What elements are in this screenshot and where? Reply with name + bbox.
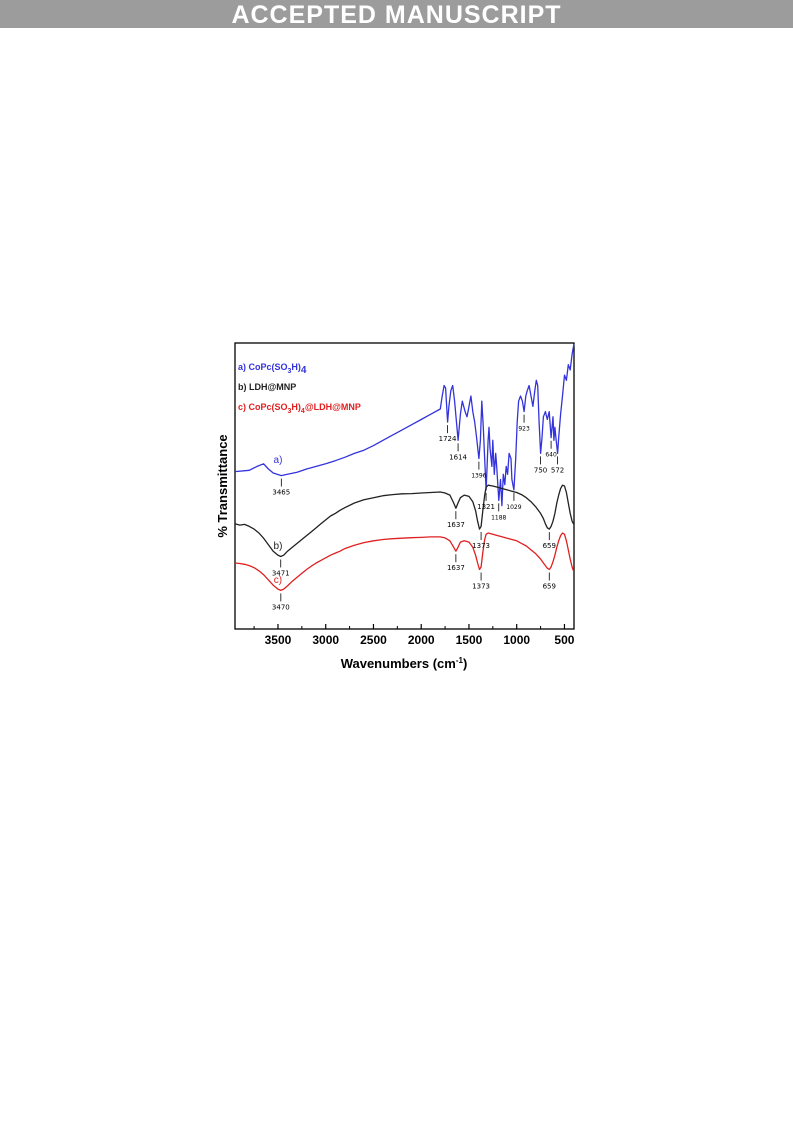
x-tick-label-2500: 2500 [360,633,387,647]
peak-label-a-923: 923 [518,425,530,433]
peak-label-c-1373: 1373 [472,582,490,591]
peak-label-a-1396: 1396 [471,472,487,480]
banner-text: ACCEPTED MANUSCRIPT [231,1,562,29]
series-tag-b: b) [273,541,283,553]
legend [238,362,361,415]
peak-label-b-1637: 1637 [446,521,465,530]
legend-entry-1: b) LDH@MNP [238,382,297,392]
peak-label-b-3471: 3471 [271,569,290,578]
legend-entry-0: a) $CoPc(SO_3H)4$ [238,362,307,376]
accepted-manuscript-banner [0,0,793,28]
series-line-c [235,533,574,590]
peak-label-a-750: 750 [533,466,548,475]
peak-label-a-1321: 1321 [477,502,495,511]
peak-label-a-1724: 1724 [438,435,457,444]
x-axis-label-sup: -1 [455,656,463,665]
x-tick-label-500: 500 [554,633,575,647]
x-axis-label-end: ) [462,656,468,671]
legend-entry-2: c) $CoPc(SO_3H)_4@LDH@MNP$ [238,402,361,415]
series-layer [235,344,574,591]
series-tag-a: a) [273,455,283,467]
peak-label-a-1029: 1029 [506,503,522,511]
peak-labels-layer [272,415,564,612]
chart-svg [213,340,583,675]
x-tick-label-3500: 3500 [264,633,292,647]
x-tick-label-1500: 1500 [455,633,483,647]
peak-label-a-640: 640 [545,451,557,459]
x-axis-label-main: Wavenumbers (cm [340,656,456,671]
peak-label-b-1373: 1373 [472,542,490,551]
peak-label-c-659: 659 [542,582,556,591]
series-tag-c: c) [273,575,283,587]
peak-label-a-3465: 3465 [272,488,291,497]
x-tick-label-3000: 3000 [312,633,340,647]
peak-label-a-1614: 1614 [449,453,467,462]
peak-label-a-572: 572 [550,466,565,475]
peak-label-c-3470: 3470 [271,603,290,612]
peak-label-a-1188: 1188 [491,514,507,522]
x-tick-label-2000: 2000 [407,633,435,647]
x-tick-label-1000: 1000 [503,633,531,647]
peak-label-b-659: 659 [542,542,556,551]
ftir-chart [213,340,583,675]
x-axis-ticks [254,624,575,647]
y-axis-label: % Transmittance [215,434,230,538]
peak-label-c-1637: 1637 [446,564,465,573]
x-axis-label [341,656,468,671]
